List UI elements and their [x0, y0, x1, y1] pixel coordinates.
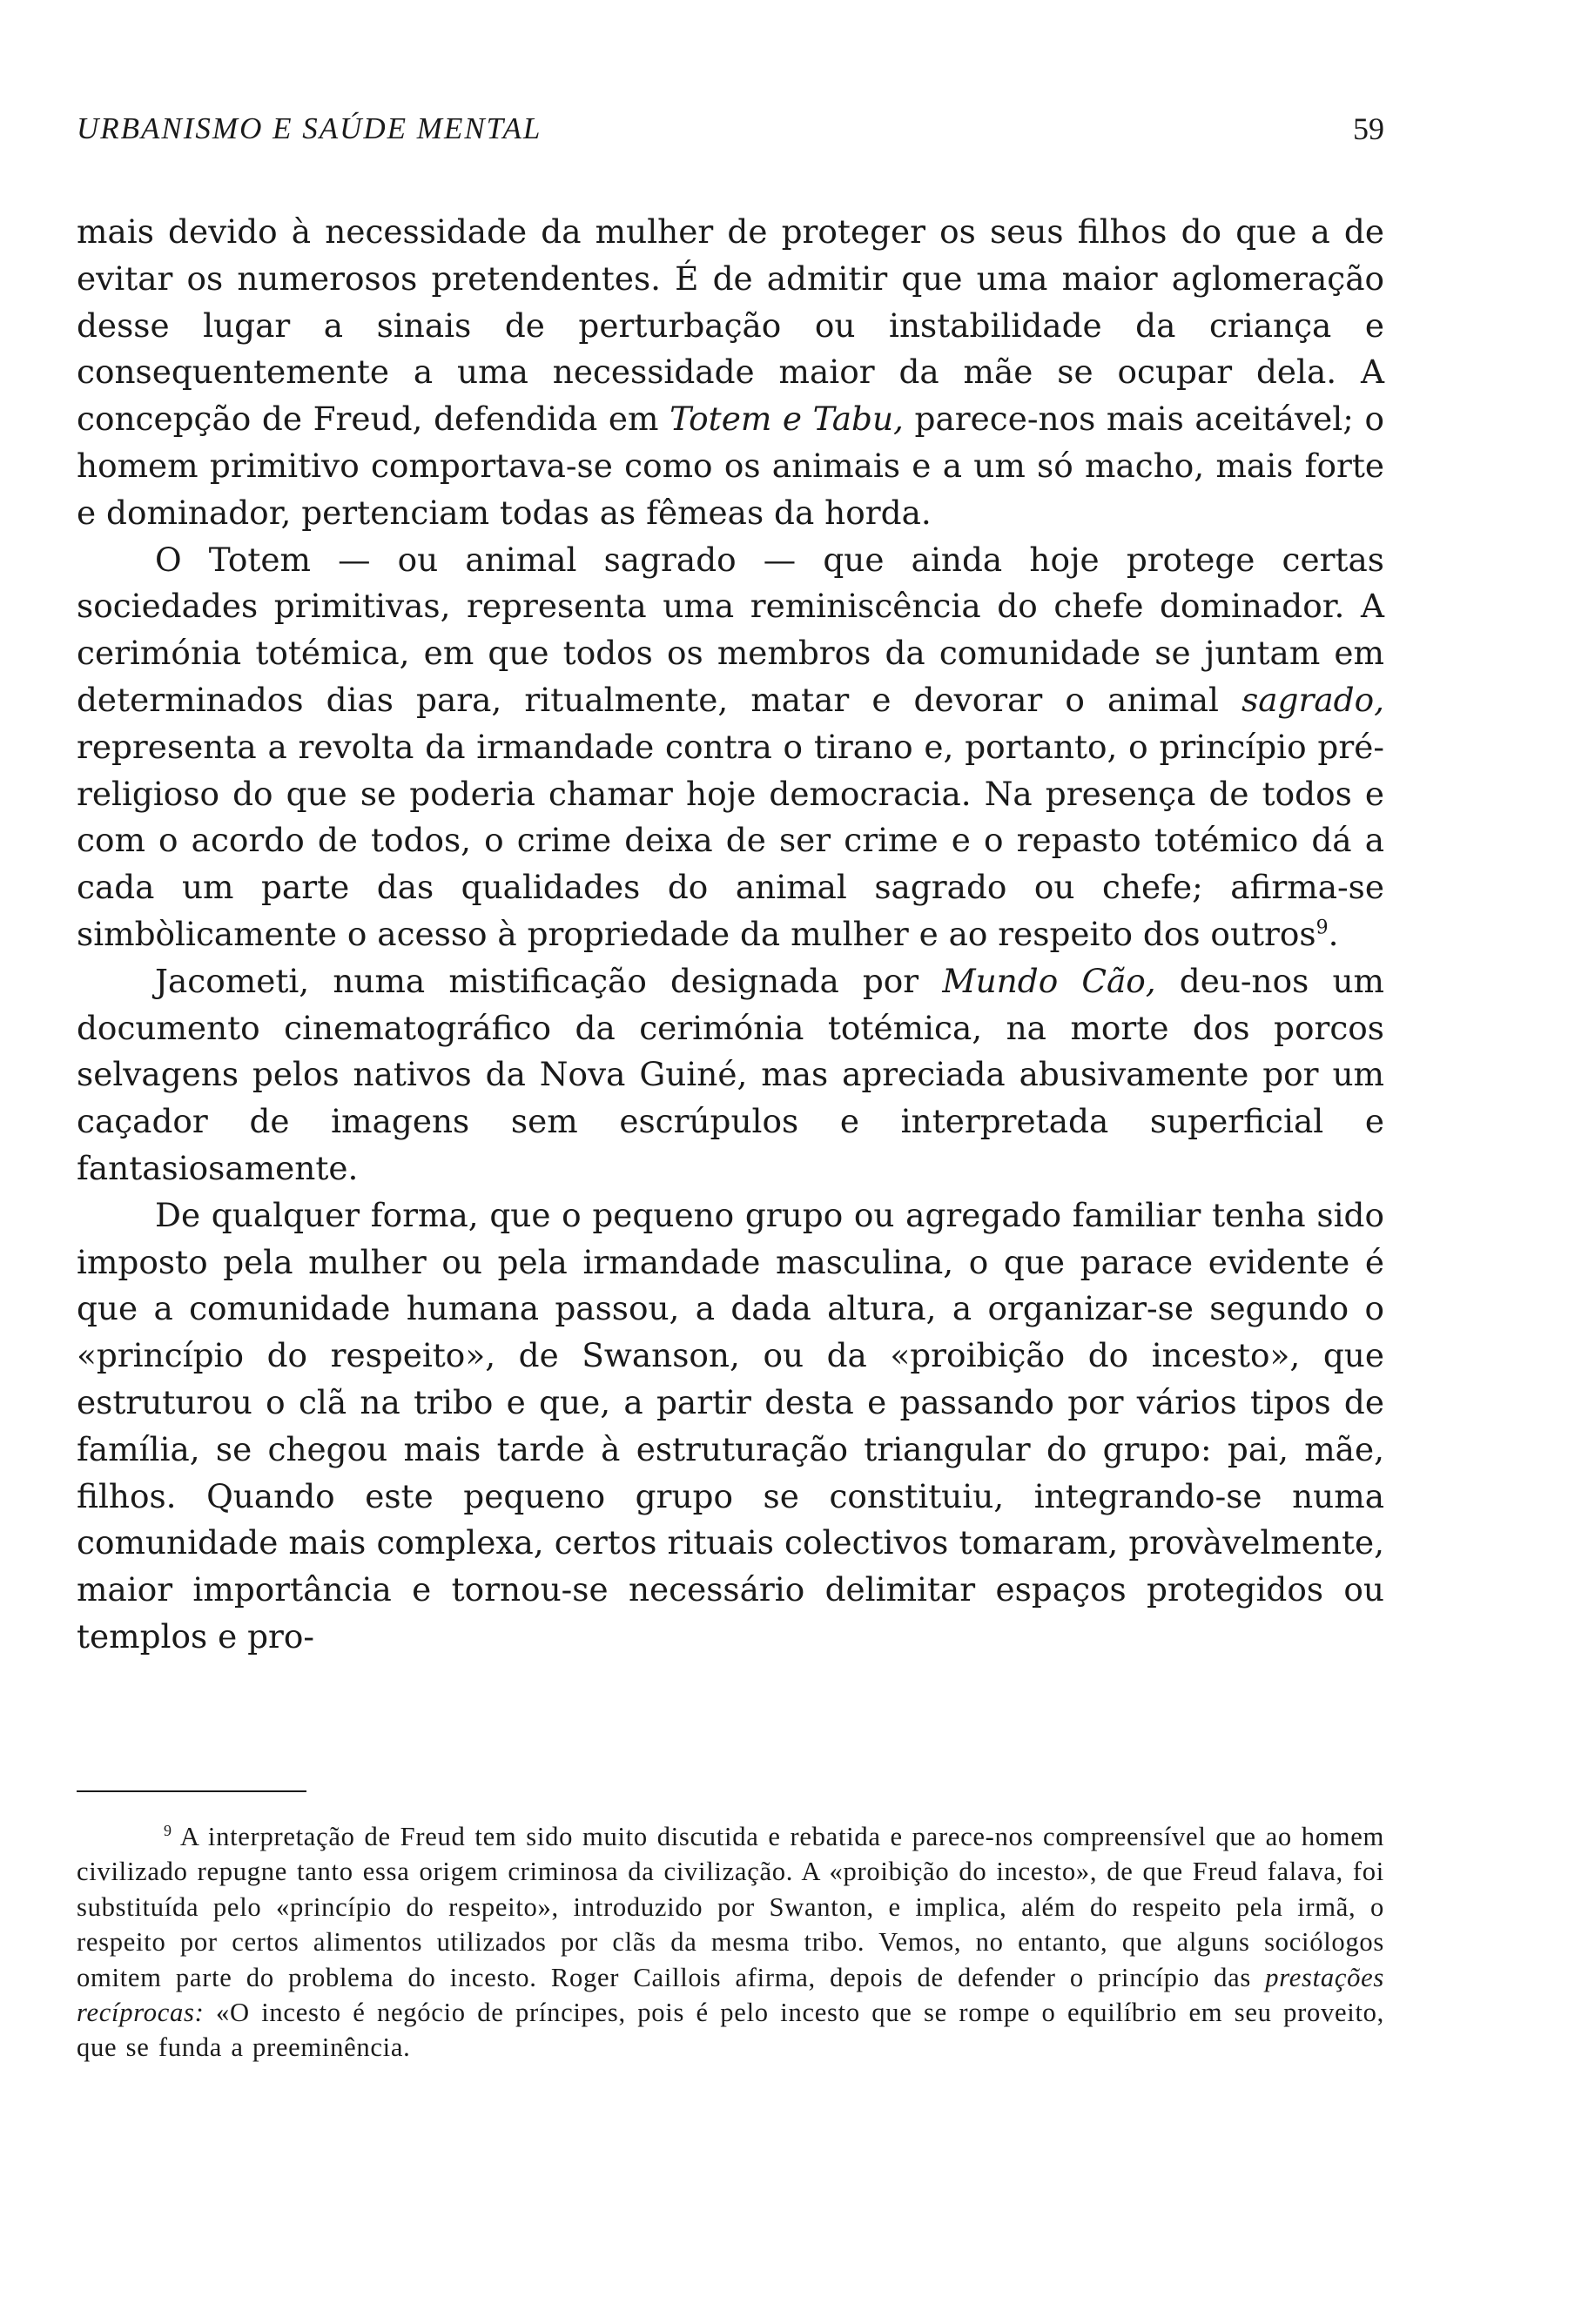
paragraph-1: [77, 209, 1384, 537]
paragraph-1-text: mais devido à necessidade da mulher de proteger os seus filhos do que a de evitar os numerosos pretendentes. É de admitir que uma maior aglomeração desse lugar a sinais de perturbação ou instabilidade da criança e consequentemente a uma necessidade maior da mãe se ocupar dela. A concepção de Freud, defendida em: [77, 212, 1384, 439]
paragraph-1-text-end: parece-nos mais aceitável; o homem primitivo comportava-se como os animais e a um só macho, mais forte e dominador, pertenciam todas as fêmeas da horda.: [77, 400, 1384, 532]
paragraph-3: [77, 958, 1384, 1192]
main-text: [77, 209, 1384, 1661]
footnote-reference[interactable]: 9: [1315, 917, 1329, 939]
book-title-totem-e-tabu: Totem e Tabu,: [670, 400, 904, 439]
page-number: 59: [1353, 111, 1384, 146]
paragraph-4: De qualquer forma, que o pequeno grupo ou agregado familiar tenha sido imposto pela mulher ou pela irmandade masculina, o que parace evidente é que a comunidade humana passou, a dada altura, a organizar-se segundo o «princípio do respeito», de Swanson, ou da «proibição do incesto», que estruturou o clã na tribo e que, a partir desta e passando por vários tipos de família, se chegou mais tarde à estruturação triangular do grupo: pai, mãe, filhos. Quando este pequeno grupo se constituiu, integrando-se numa comunidade mais complexa, certos rituais colectivos tomaram, provàvelmente, maior importância e tornou-se necessário delimitar espaços protegidos ou templos e pro-: [77, 1195, 1384, 1656]
running-title: URBANISMO E SAÚDE MENTAL: [77, 111, 542, 145]
film-title-mundo-cao: Mundo Cão,: [942, 961, 1156, 1000]
paragraph-2-period: .: [1328, 914, 1339, 953]
footnote-text-end: «O incesto é negócio de príncipes, pois é pelo incesto que se rompe o equilíbrio em seu proveito, que se funda a preeminência.: [77, 1998, 1384, 2063]
italic-prestacoes-reciprocas: prestações recíprocas:: [77, 1962, 1384, 2028]
footnote-text: A interpretação de Freud tem sido muito discutida e rebatida e parece-nos compreensível que ao homem civilizado repugne tanto essa origem criminosa da civilização. A «proibição do incesto», de que Freud falava, foi substituída pelo «princípio do respeito», introduzido por Swanton, e implica, além do respeito pela irmã, o respeito por certos alimentos utilizados por clãs da mesma tribo. Vemos, no entanto, que alguns sociólogos omitem parte do problema do incesto. Roger Caillois afirma, depois de defender o princípio das: [77, 1822, 1384, 1992]
paragraph-2-text: O Totem — ou animal sagrado — que ainda hoje protege certas sociedades primitivas, representa uma reminiscência do chefe dominador. A cerimónia totémica, em que todos os membros da comunidade se juntam em determinados dias para, ritualmente, matar e devorar o animal: [77, 540, 1384, 719]
italic-word-sagrado: sagrado,: [1241, 680, 1384, 719]
paragraph-3-text: Jacometi, numa mistificação designada por: [155, 961, 943, 1000]
paragraph-2: [77, 537, 1384, 958]
paragraph-2-text-end: representa a revolta da irmandade contra o tirano e, portanto, o princípio pré-religioso do que se poderia chamar hoje democracia. Na presença de todos e com o acordo de todos, o crime deixa de ser crime e o repasto totémico dá a cada um parte das qualidades do animal sagrado ou chefe; afirma-se simbòlicamente o acesso à propriedade da mulher e ao respeito dos outros: [77, 727, 1384, 953]
footnote-marker: 9: [164, 1821, 172, 1839]
paragraph-3-text-end: deu-nos um documento cinematográfico da cerimónia totémica, na morte dos porcos selvagens pelos nativos da Nova Guiné, mas apreciada abusivamente por um caçador de imagens sem escrúpulos e interpretada superficial e fantasiosamente.: [77, 961, 1384, 1187]
footnote-9: [77, 1819, 1384, 2065]
footnote-divider: [77, 1790, 306, 1792]
